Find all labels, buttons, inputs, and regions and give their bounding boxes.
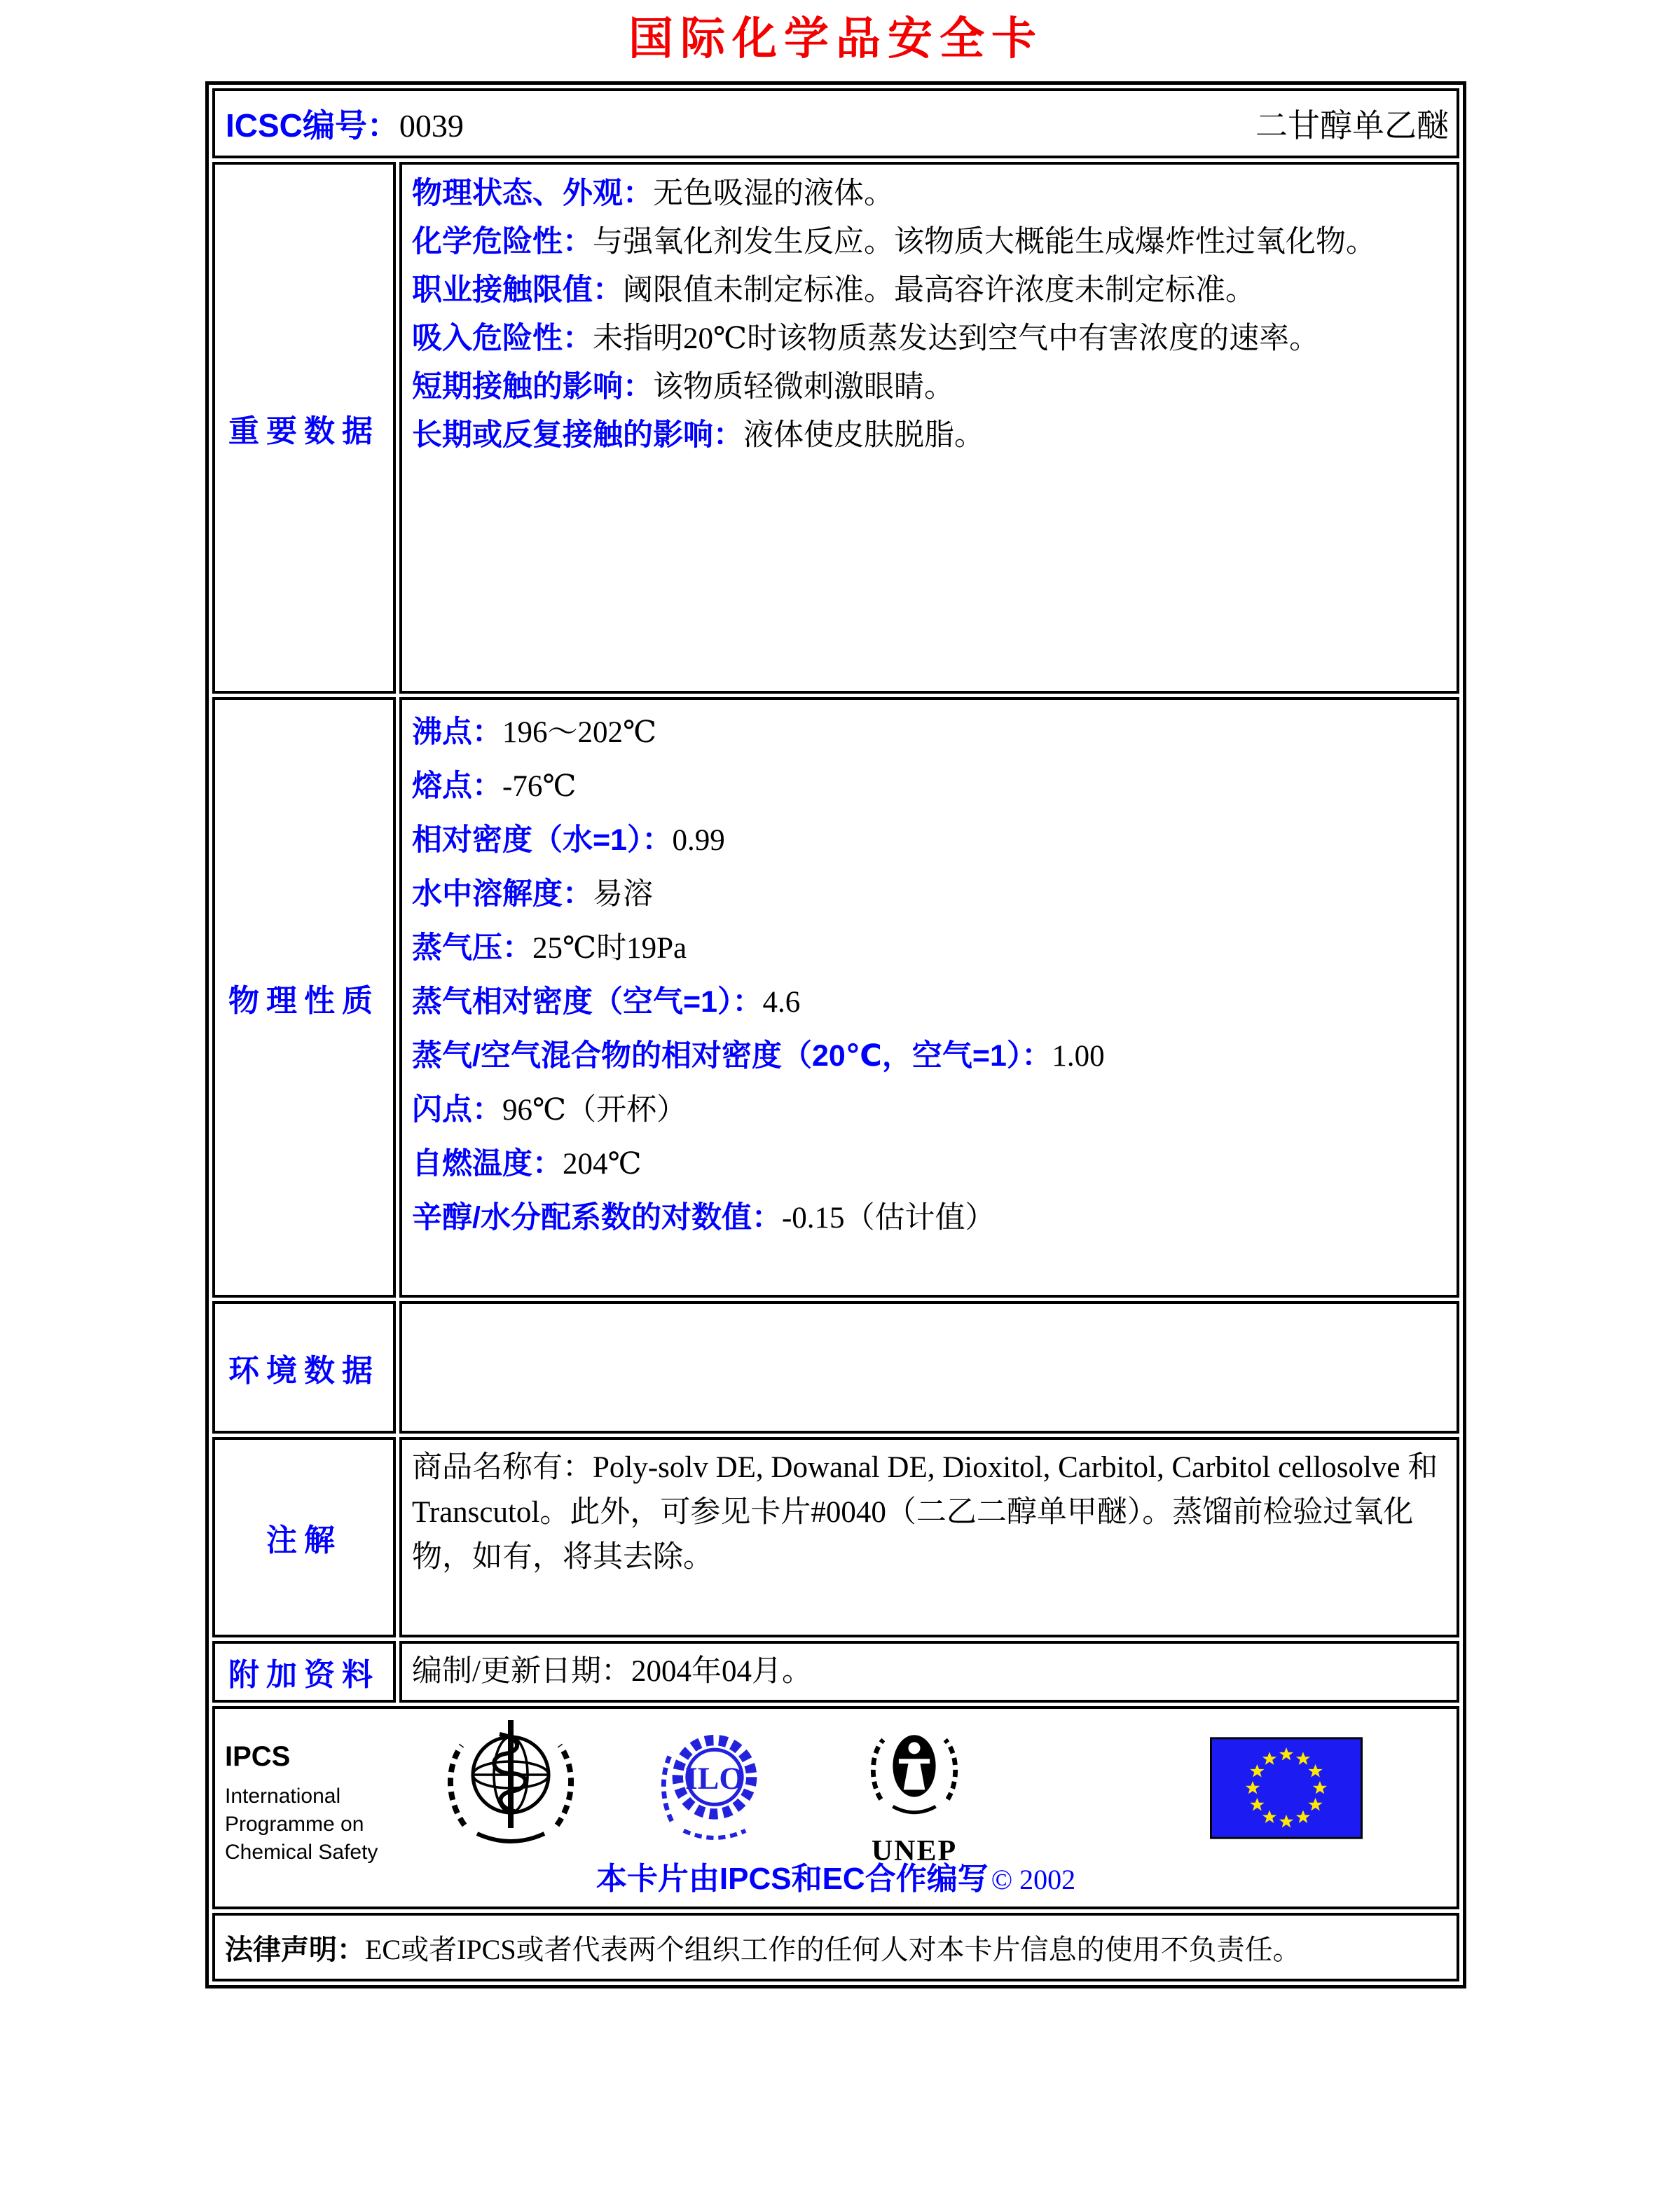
section-label-cell-important [212,162,396,694]
legal-notice-label: 法律声明： [225,1934,365,1965]
field-value: 204℃ [563,1148,642,1181]
ipcs-title: IPCS [225,1741,291,1772]
eu-flag-icon [1210,1737,1363,1839]
data-line [412,975,1447,1029]
field-value: 易溶 [593,878,653,911]
field-label: 化学危险性： [412,225,593,259]
field-label: 沸点： [412,715,502,749]
unep-logo-text: UNEP [871,1835,958,1867]
page-title: 国际化学品安全卡 [628,13,1043,64]
ilo-logo-icon [655,1723,774,1849]
section-label-notes: 注解 [266,1523,342,1558]
important-data-lines [412,170,1447,459]
icsc-number-value: 0039 [399,108,464,144]
data-line [412,412,1447,459]
field-value: 阈限值未制定标准。最高容许浓度未制定标准。 [623,274,1255,307]
field-value: 1.00 [1052,1040,1105,1073]
field-value: 196～202℃ [502,716,657,749]
chemical-name: 二甘醇单乙醚 [1255,108,1449,144]
data-line [412,813,1447,867]
field-label: 长期或反复接触的影响： [412,418,743,452]
notes-text: 商品名称有：Poly-solv DE, Dowanal DE, Dioxitol, Carbitol, Carbitol cellosolve 和 Transcutol。此外，可参见卡片#0040（二乙二醇单甲醚）。蒸馏前检验过氧化物，如有，将其去除。 [412,1451,1438,1574]
field-label: 短期接触的影响： [412,370,653,404]
data-line [412,267,1447,314]
data-line [412,706,1447,760]
field-value: 4.6 [762,986,801,1019]
ipcs-line: Chemical Safety [225,1841,378,1864]
section-content-additional [399,1641,1459,1703]
section-label-important: 重要数据 [228,413,380,448]
data-line [412,867,1447,921]
footer-caption [215,1853,1457,1898]
section-label-cell-environmental [212,1301,396,1434]
field-label: 相对密度（水=1）： [412,823,673,857]
data-line [412,219,1447,266]
field-label: 吸入危险性： [412,322,593,355]
section-label-cell-physical [212,697,396,1298]
ipcs-text-block [225,1741,378,1867]
footer-copyright: © 2002 [991,1864,1076,1895]
footer-caption-text: 本卡片由IPCS和EC合作编写 [596,1862,989,1896]
field-value: 25℃时19Pa [532,932,687,965]
data-line [412,760,1447,813]
footer-logos-cell [212,1706,1459,1909]
ilo-logo-text: ILO [684,1760,745,1797]
data-line [412,1137,1447,1191]
unep-logo-block [851,1716,977,1868]
icsc-number-label: ICSC编号： [226,107,399,144]
section-content-physical [399,697,1459,1298]
field-value: -0.15（估计值） [781,1202,996,1235]
legal-notice-text: EC或者IPCS或者代表两个组织工作的任何人对本卡片信息的使用不负责任。 [365,1933,1301,1965]
section-content-notes [399,1437,1459,1637]
field-label: 蒸气相对密度（空气=1）： [412,985,763,1019]
field-value: 未指明20℃时该物质蒸发达到空气中有害浓度的速率。 [593,322,1320,355]
field-value: 无色吸湿的液体。 [653,177,894,210]
field-value: -76℃ [502,770,577,803]
data-line [412,1029,1447,1083]
field-label: 物理状态、外观： [412,177,653,210]
unep-logo-icon [855,1716,974,1835]
field-label: 蒸气/空气混合物的相对密度（20℃，空气=1）： [412,1039,1052,1073]
data-line [412,1191,1447,1245]
section-label-environmental: 环境数据 [228,1353,380,1388]
field-value: 与强氧化剂发生反应。该物质大概能生成爆炸性过氧化物。 [593,226,1376,259]
field-label: 闪点： [412,1093,502,1127]
physical-property-lines [412,706,1447,1245]
field-value: 0.99 [672,824,725,857]
icsc-number [226,100,464,146]
data-line [412,364,1447,411]
data-line [412,921,1447,975]
field-value: 该物质轻微刺激眼睛。 [653,371,954,404]
legal-notice-cell [212,1913,1459,1981]
section-label-physical: 物理性质 [228,983,380,1018]
section-label-additional: 附加资料 [228,1658,380,1692]
field-value: 96℃（开杯） [502,1094,687,1127]
ipcs-line: Programme on [225,1813,364,1836]
field-label: 自燃温度： [412,1147,563,1181]
field-label: 职业接触限值： [412,273,623,307]
section-content-important [399,162,1459,694]
data-line [412,1083,1447,1137]
who-logo-icon [441,1713,581,1860]
field-label: 水中溶解度： [412,877,593,911]
section-content-environmental [399,1301,1459,1434]
field-value: 液体使皮肤脱脂。 [743,419,984,452]
field-label: 蒸气压： [412,931,532,965]
section-label-cell-additional [212,1641,396,1703]
safety-card-table [205,81,1466,1988]
field-label: 辛醇/水分配系数的对数值： [412,1201,782,1235]
data-line [412,315,1447,362]
card-header-cell [212,88,1459,158]
section-label-cell-notes [212,1437,396,1637]
ipcs-line: International [225,1785,341,1808]
data-line [412,170,1447,217]
field-label: 熔点： [412,769,502,803]
additional-text: 编制/更新日期：2004年04月。 [412,1655,812,1688]
